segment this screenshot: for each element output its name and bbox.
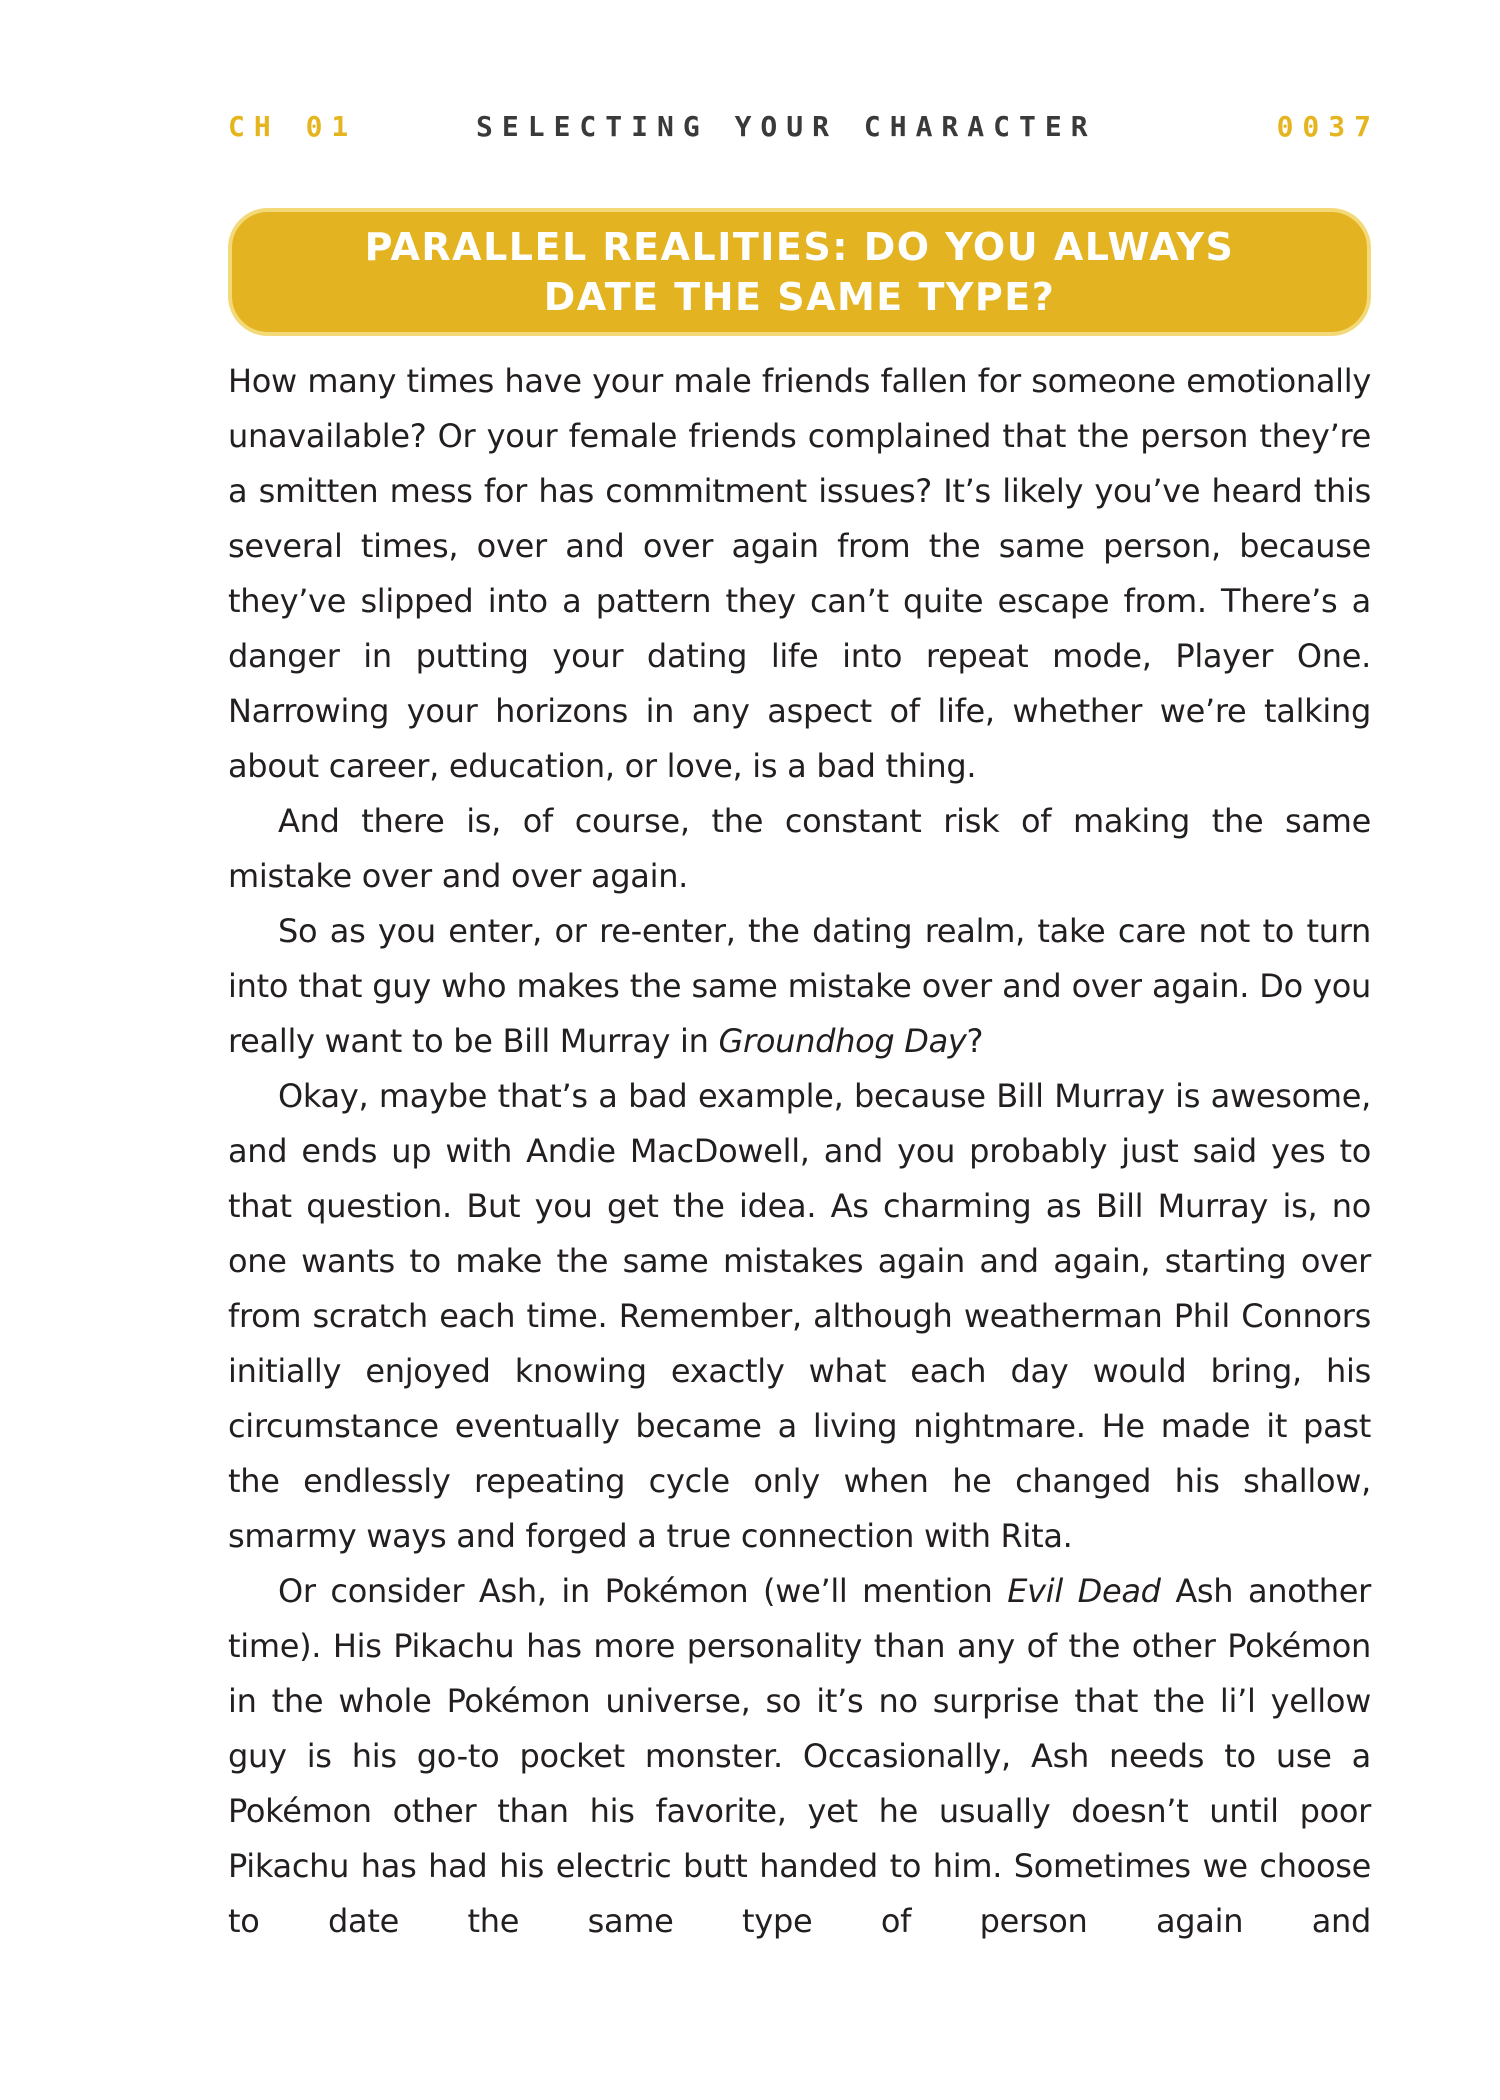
paragraph-5-rest: Ash another time). His Pikachu has more personality than any of the other Pokémon in the whole Pokémon universe, so it’s no surprise that the li’l yellow guy is his go-to pocket monster. Occasionally, Ash needs to use a Pokémon other than his favorite, yet he usually doesn’t until poor Pikachu has had his electric butt handed to him. Sometimes we choose to date the same type of person again and xyxy=(228,1572,1371,1940)
paragraph-5 xyxy=(228,1564,1371,1949)
paragraph-1: How many times have your male friends fallen for someone emotionally unavailable? Or your female friends complained that the person they’re a smitten mess for has commitment issues? It’s likely you’ve heard this several times, over and over again from the same person, because they’ve slipped into a pattern they can’t quite escape from. There’s a danger in putting your dating life into repeat mode, Player One. Narrowing your horizons in any aspect of life, whether we’re talking about career, education, or love, is a bad thing. xyxy=(228,362,1371,785)
film-title-evil-dead: Evil Dead xyxy=(1007,1572,1161,1610)
paragraph-4: Okay, maybe that’s a bad example, because Bill Murray is awesome, and ends up with Andie MacDowell, and you probably just said yes to that question. But you get the idea. As charming as Bill Murray is, no one wants to make the same mistakes again and again, starting over from scratch each time. Remember, although weatherman Phil Connors initially enjoyed knowing exactly what each day would bring, his circumstance eventually became a living nightmare. He made it past the endlessly repeating cycle only when he changed his shallow, smarmy ways and forged a true connection with Rita. xyxy=(228,1077,1371,1555)
sidebar-title-banner xyxy=(228,208,1371,336)
paragraph-3-text: So as you enter, or re-enter, the dating realm, take care not to turn into that guy who makes the same mistake over and over again. Do you really want to be Bill Murray in xyxy=(228,912,1371,1060)
chapter-label: CH 01 xyxy=(228,110,358,143)
sidebar-title xyxy=(365,222,1235,322)
paragraph-3-end: ? xyxy=(966,1022,984,1060)
section-title: SELECTING YOUR CHARACTER xyxy=(476,110,1097,143)
sidebar-title-line-2: DATE THE SAME TYPE? xyxy=(543,275,1056,319)
paragraph-5-text: Or consider Ash, in Pokémon (we’ll mention xyxy=(278,1572,1008,1610)
running-head xyxy=(228,110,1380,144)
paragraph-2: And there is, of course, the constant risk of making the same mistake over and over again. xyxy=(228,802,1371,895)
page-number: 0037 xyxy=(1276,110,1380,143)
paragraph-3 xyxy=(228,904,1371,1069)
film-title-groundhog-day: Groundhog Day xyxy=(718,1022,967,1060)
sidebar-title-line-1: PARALLEL REALITIES: DO YOU ALWAYS xyxy=(364,225,1235,269)
body-text xyxy=(228,354,1371,1949)
